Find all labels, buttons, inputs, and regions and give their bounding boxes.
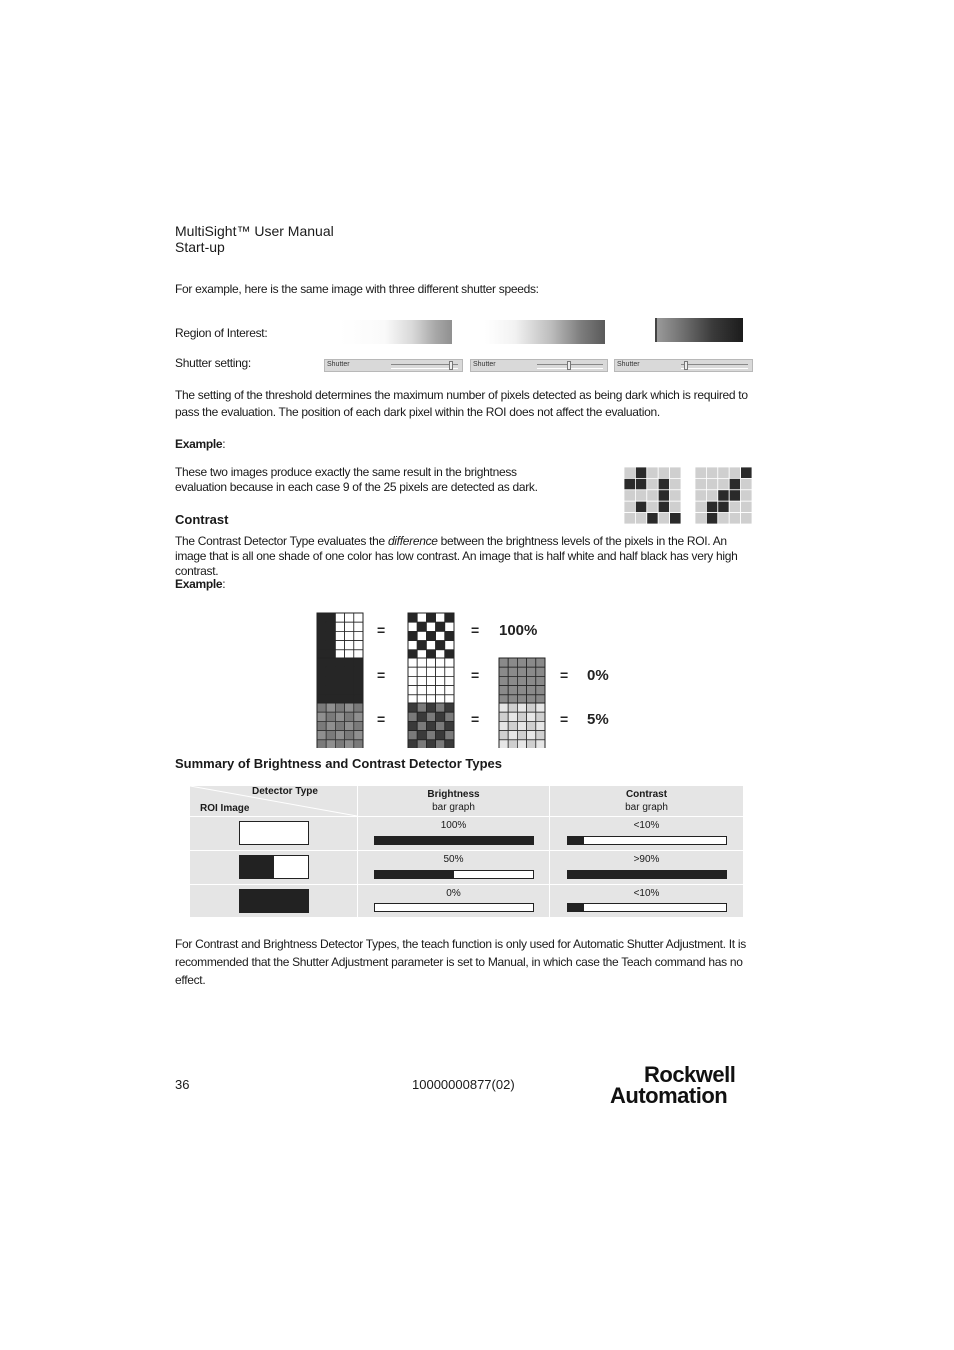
pixel-cell — [624, 501, 635, 512]
pixel-cell — [706, 490, 717, 501]
pixel-cell — [695, 490, 706, 501]
light-grey-grid — [527, 712, 536, 721]
pixel-cell — [670, 501, 681, 512]
dark-grey-grid — [436, 712, 445, 721]
checker-grid — [426, 641, 435, 650]
mid-grey-grid — [354, 703, 363, 712]
contrast-value: <10% — [633, 888, 660, 899]
light-grey-grid — [536, 731, 545, 740]
pixel-cell — [635, 513, 646, 524]
dark-grey-grid — [436, 731, 445, 740]
pixel-grid-scattered — [624, 467, 681, 524]
all-grey-grid — [527, 686, 536, 695]
shutter-slider-3[interactable] — [614, 359, 753, 372]
shutter-slider-track — [681, 364, 748, 369]
all-grey-grid — [517, 686, 526, 695]
shutter-slider-knob[interactable] — [449, 361, 453, 370]
pixel-cell — [706, 478, 717, 489]
all-grey-grid — [527, 658, 536, 667]
checker-grid — [408, 641, 417, 650]
pixel-cell — [624, 490, 635, 501]
mid-grey-grid — [345, 703, 354, 712]
mid-grey-grid — [317, 731, 326, 740]
all-white-grid — [426, 658, 435, 667]
all-dark-grid — [345, 667, 354, 676]
pixel-cell — [624, 478, 635, 489]
all-white-grid — [417, 667, 426, 676]
all-grey-grid — [536, 686, 545, 695]
all-grey-grid — [499, 658, 508, 667]
pixel-cell — [706, 467, 717, 478]
pixel-cell — [635, 478, 646, 489]
dark-grey-grid — [417, 703, 426, 712]
half-dark-grid — [317, 631, 326, 640]
section-subtitle: Start-up — [175, 239, 225, 255]
pixel-cell — [695, 478, 706, 489]
all-dark-grid — [335, 658, 344, 667]
half-dark-grid — [354, 631, 363, 640]
brightness-bar — [374, 836, 534, 845]
checker-grid — [436, 613, 445, 622]
all-grey-grid — [499, 667, 508, 676]
half-dark-grid — [326, 622, 335, 631]
shutter-slider-knob[interactable] — [684, 361, 688, 370]
half-dark-grid — [345, 631, 354, 640]
all-white-grid — [408, 686, 417, 695]
pixel-cell — [624, 513, 635, 524]
shutter-slider-label: Shutter — [617, 361, 640, 368]
pixel-cell — [729, 501, 740, 512]
all-dark-grid — [317, 667, 326, 676]
pixel-cell — [729, 490, 740, 501]
all-dark-grid — [326, 667, 335, 676]
contrast-value: >90% — [633, 854, 660, 865]
all-grey-grid — [517, 676, 526, 685]
all-dark-grid — [345, 686, 354, 695]
brightness-header: Brightness — [427, 789, 480, 800]
mid-grey-grid — [345, 740, 354, 748]
half-dark-grid — [354, 622, 363, 631]
half-dark-grid — [335, 622, 344, 631]
equals-sign: = — [560, 711, 569, 727]
pixel-cell — [658, 478, 669, 489]
mid-grey-grid — [345, 721, 354, 730]
mid-grey-grid — [335, 731, 344, 740]
all-white-grid — [426, 686, 435, 695]
teach-text: For Contrast and Brightness Detector Types, the teach function is only used for Automatic Shutter Adjustment. It is recommended that the Shutter Adjustment parameter is set to Manual, in which case the Teach command has no effect. — [175, 937, 746, 987]
light-grey-grid — [527, 721, 536, 730]
all-grey-grid — [508, 658, 517, 667]
all-dark-grid — [326, 658, 335, 667]
brightness-bar-fill — [375, 871, 454, 878]
all-grey-grid — [527, 667, 536, 676]
all-grey-grid — [508, 676, 517, 685]
contrast-example-figure — [310, 608, 630, 748]
checker-grid — [408, 631, 417, 640]
dark-grey-grid — [426, 721, 435, 730]
mid-grey-grid — [354, 740, 363, 748]
dark-grey-grid — [417, 731, 426, 740]
all-white-grid — [408, 667, 417, 676]
brightness-pixel-grids — [624, 467, 754, 526]
page-number: 36 — [175, 1077, 190, 1092]
pixel-cell — [695, 513, 706, 524]
shutter-slider-label: Shutter — [327, 361, 350, 368]
mid-grey-grid — [345, 731, 354, 740]
shutter-slider-1[interactable] — [324, 359, 463, 372]
half-dark-grid — [335, 641, 344, 650]
roi-swatch — [239, 889, 309, 913]
mid-grey-grid — [354, 712, 363, 721]
summary-table — [190, 786, 743, 917]
all-dark-grid — [354, 658, 363, 667]
light-grey-grid — [499, 712, 508, 721]
intro-text: For example, here is the same image with three different shutter speeds: — [175, 282, 539, 296]
dark-grey-grid — [408, 703, 417, 712]
threshold-text: The setting of the threshold determines the maximum number of pixels detected as being dark which is required to pass the evaluation. The position of each dark pixel within the ROI does not affect the evaluation. — [175, 388, 748, 419]
light-grey-grid — [499, 740, 508, 748]
brightness-example-text: These two images produce exactly the same result in the brightness evaluation because in each case 9 of the 25 pixels are detected as dark. — [175, 465, 538, 494]
pixel-cell — [647, 501, 658, 512]
mid-grey-grid — [345, 712, 354, 721]
all-grey-grid — [508, 686, 517, 695]
contrast-value: <10% — [633, 820, 660, 831]
pixel-cell — [647, 490, 658, 501]
light-grey-grid — [508, 740, 517, 748]
pixel-cell — [718, 501, 729, 512]
detector-type-header: Detector Type — [252, 786, 318, 797]
all-dark-grid — [354, 686, 363, 695]
all-dark-grid — [335, 676, 344, 685]
pixel-cell — [658, 501, 669, 512]
all-grey-grid — [536, 676, 545, 685]
all-dark-grid — [317, 686, 326, 695]
pixel-cell — [658, 467, 669, 478]
contrast-bar-fill — [568, 904, 584, 911]
half-dark-grid — [326, 631, 335, 640]
all-white-grid — [408, 658, 417, 667]
mid-grey-grid — [335, 740, 344, 748]
dark-grey-grid — [436, 703, 445, 712]
all-white-grid — [436, 686, 445, 695]
light-grey-grid — [517, 740, 526, 748]
shutter-slider-track — [391, 364, 458, 369]
dark-grey-grid — [445, 740, 454, 748]
light-grey-grid — [517, 721, 526, 730]
half-dark-grid — [354, 641, 363, 650]
pixel-cell — [718, 513, 729, 524]
all-white-grid — [445, 686, 454, 695]
light-grey-grid — [517, 731, 526, 740]
pixel-cell — [718, 490, 729, 501]
dark-grey-grid — [417, 740, 426, 748]
brightness-subheader: bar graph — [432, 802, 475, 813]
all-grey-grid — [499, 686, 508, 695]
pixel-cell — [706, 501, 717, 512]
all-white-grid — [445, 658, 454, 667]
all-grey-grid — [527, 676, 536, 685]
mid-grey-grid — [335, 712, 344, 721]
pixel-cell — [718, 478, 729, 489]
light-grey-grid — [536, 712, 545, 721]
dark-grey-grid — [417, 721, 426, 730]
checker-grid — [445, 622, 454, 631]
light-grey-grid — [508, 721, 517, 730]
pixel-cell — [741, 467, 752, 478]
equals-sign: = — [377, 711, 386, 727]
equals-sign: = — [377, 622, 386, 638]
example-label-1: Example: — [175, 437, 226, 451]
all-dark-grid — [345, 676, 354, 685]
half-dark-grid — [317, 641, 326, 650]
brightness-bar — [374, 903, 534, 912]
light-grey-grid — [536, 703, 545, 712]
all-dark-grid — [317, 676, 326, 685]
checker-grid — [417, 631, 426, 640]
half-dark-grid — [317, 622, 326, 631]
light-grey-grid — [517, 703, 526, 712]
contrast-heading: Contrast — [175, 512, 229, 527]
light-grey-grid — [499, 721, 508, 730]
all-dark-grid — [345, 658, 354, 667]
light-grey-grid — [536, 721, 545, 730]
shutter-label: Shutter setting: — [175, 356, 251, 370]
light-grey-grid — [527, 731, 536, 740]
shutter-slider-knob[interactable] — [567, 361, 571, 370]
roi-swatch-dark — [240, 856, 274, 878]
dark-grey-grid — [436, 721, 445, 730]
roi-image-header: ROI Image — [200, 803, 250, 814]
brightness-bar — [374, 870, 534, 879]
all-white-grid — [445, 667, 454, 676]
pixel-cell — [658, 490, 669, 501]
checker-grid — [436, 631, 445, 640]
contrast-bar-fill — [568, 837, 584, 844]
half-dark-grid — [345, 641, 354, 650]
all-grey-grid — [517, 667, 526, 676]
mid-grey-grid — [326, 731, 335, 740]
all-grey-grid — [508, 667, 517, 676]
pixel-cell — [670, 467, 681, 478]
pixel-cell — [695, 467, 706, 478]
pixel-cell — [670, 490, 681, 501]
contrast-bar — [567, 870, 727, 879]
pixel-cell — [729, 478, 740, 489]
half-dark-grid — [335, 613, 344, 622]
all-white-grid — [445, 676, 454, 685]
equals-sign: = — [471, 622, 480, 638]
dark-grey-grid — [445, 703, 454, 712]
all-white-grid — [417, 686, 426, 695]
pixel-cell — [635, 490, 646, 501]
dark-grey-grid — [426, 740, 435, 748]
contrast-result: 0% — [587, 667, 609, 684]
contrast-bar — [567, 903, 727, 912]
all-dark-grid — [326, 686, 335, 695]
dark-grey-grid — [408, 712, 417, 721]
half-dark-grid — [354, 613, 363, 622]
equals-sign: = — [560, 667, 569, 683]
contrast-result: 5% — [587, 711, 609, 728]
checker-grid — [417, 622, 426, 631]
pixel-cell — [658, 513, 669, 524]
manual-title: MultiSight™ User Manual — [175, 223, 334, 239]
all-white-grid — [426, 676, 435, 685]
half-dark-grid — [335, 631, 344, 640]
dark-grey-grid — [426, 731, 435, 740]
all-dark-grid — [335, 686, 344, 695]
contrast-bar — [567, 836, 727, 845]
half-dark-grid — [326, 641, 335, 650]
mid-grey-grid — [326, 712, 335, 721]
dark-grey-grid — [408, 740, 417, 748]
pixel-cell — [635, 467, 646, 478]
shutter-slider-2[interactable] — [470, 359, 608, 372]
all-grey-grid — [536, 658, 545, 667]
light-grey-grid — [499, 731, 508, 740]
checker-grid — [426, 622, 435, 631]
pixel-cell — [741, 501, 752, 512]
roi-image-slow — [655, 318, 743, 342]
pixel-cell — [647, 513, 658, 524]
pixel-cell — [706, 513, 717, 524]
mid-grey-grid — [317, 721, 326, 730]
pixel-cell — [695, 501, 706, 512]
contrast-subheader: bar graph — [625, 802, 668, 813]
light-grey-grid — [527, 703, 536, 712]
all-white-grid — [417, 676, 426, 685]
dark-grey-grid — [408, 721, 417, 730]
pixel-grid-diagonal — [695, 467, 752, 524]
all-dark-grid — [326, 676, 335, 685]
light-grey-grid — [508, 712, 517, 721]
roi-swatch — [239, 821, 309, 845]
dark-grey-grid — [408, 731, 417, 740]
roi-label: Region of Interest: — [175, 326, 268, 340]
pixel-cell — [670, 513, 681, 524]
pixel-cell — [647, 478, 658, 489]
contrast-result: 100% — [499, 622, 538, 639]
checker-grid — [445, 631, 454, 640]
brightness-value: 50% — [443, 854, 464, 865]
mid-grey-grid — [326, 721, 335, 730]
all-dark-grid — [354, 667, 363, 676]
all-dark-grid — [335, 667, 344, 676]
checker-grid — [426, 613, 435, 622]
roi-swatch-dark — [240, 890, 308, 912]
mid-grey-grid — [354, 721, 363, 730]
all-grey-grid — [499, 676, 508, 685]
light-grey-grid — [536, 740, 545, 748]
mid-grey-grid — [326, 703, 335, 712]
equals-sign: = — [377, 667, 386, 683]
contrast-header: Contrast — [625, 789, 668, 800]
all-white-grid — [426, 667, 435, 676]
roi-image-fast — [340, 320, 452, 344]
equals-sign: = — [471, 667, 480, 683]
all-white-grid — [408, 676, 417, 685]
all-white-grid — [417, 658, 426, 667]
mid-grey-grid — [335, 703, 344, 712]
mid-grey-grid — [335, 721, 344, 730]
equals-sign: = — [471, 711, 480, 727]
all-dark-grid — [354, 676, 363, 685]
light-grey-grid — [499, 703, 508, 712]
example-label-2: Example: — [175, 577, 226, 591]
half-dark-grid — [317, 613, 326, 622]
checker-grid — [445, 613, 454, 622]
contrast-bar-fill — [568, 871, 726, 878]
mid-grey-grid — [326, 740, 335, 748]
checker-grid — [436, 641, 445, 650]
all-dark-grid — [317, 658, 326, 667]
checker-grid — [445, 641, 454, 650]
mid-grey-grid — [317, 712, 326, 721]
roi-swatch — [239, 855, 309, 879]
half-dark-grid — [345, 613, 354, 622]
pixel-cell — [670, 478, 681, 489]
light-grey-grid — [508, 703, 517, 712]
half-dark-grid — [345, 622, 354, 631]
roi-image-medium — [485, 320, 605, 344]
checker-grid — [408, 613, 417, 622]
contrast-text: The Contrast Detector Type evaluates the difference between the brightness levels of the pixels in the ROI. An image that is all one shade of one color has low contrast. An image that is half white and half black has very high contrast. — [175, 534, 738, 578]
pixel-cell — [741, 490, 752, 501]
light-grey-grid — [527, 740, 536, 748]
dark-grey-grid — [417, 712, 426, 721]
checker-grid — [417, 613, 426, 622]
light-grey-grid — [508, 731, 517, 740]
all-white-grid — [436, 658, 445, 667]
rockwell-automation-logo: Rockwell Automation — [610, 1062, 736, 1108]
shutter-slider-label: Shutter — [473, 361, 496, 368]
pixel-cell — [624, 467, 635, 478]
mid-grey-grid — [354, 731, 363, 740]
pixel-cell — [718, 467, 729, 478]
dark-grey-grid — [445, 712, 454, 721]
pixel-cell — [729, 467, 740, 478]
checker-grid — [417, 641, 426, 650]
mid-grey-grid — [317, 703, 326, 712]
pixel-cell — [647, 467, 658, 478]
brightness-value: 0% — [446, 888, 461, 899]
brightness-bar-fill — [375, 837, 533, 844]
pixel-cell — [729, 513, 740, 524]
all-grey-grid — [536, 667, 545, 676]
pixel-cell — [635, 501, 646, 512]
dark-grey-grid — [445, 721, 454, 730]
pixel-cell — [741, 478, 752, 489]
half-dark-grid — [326, 613, 335, 622]
checker-grid — [436, 622, 445, 631]
mid-grey-grid — [317, 740, 326, 748]
document-number: 10000000877(02) — [412, 1077, 515, 1092]
dark-grey-grid — [426, 712, 435, 721]
all-white-grid — [436, 667, 445, 676]
dark-grey-grid — [445, 731, 454, 740]
brightness-value: 100% — [440, 820, 467, 831]
pixel-cell — [741, 513, 752, 524]
checker-grid — [408, 622, 417, 631]
light-grey-grid — [517, 712, 526, 721]
dark-grey-grid — [426, 703, 435, 712]
all-grey-grid — [517, 658, 526, 667]
dark-grey-grid — [436, 740, 445, 748]
all-white-grid — [436, 676, 445, 685]
checker-grid — [426, 631, 435, 640]
summary-heading: Summary of Brightness and Contrast Detector Types — [175, 756, 502, 771]
